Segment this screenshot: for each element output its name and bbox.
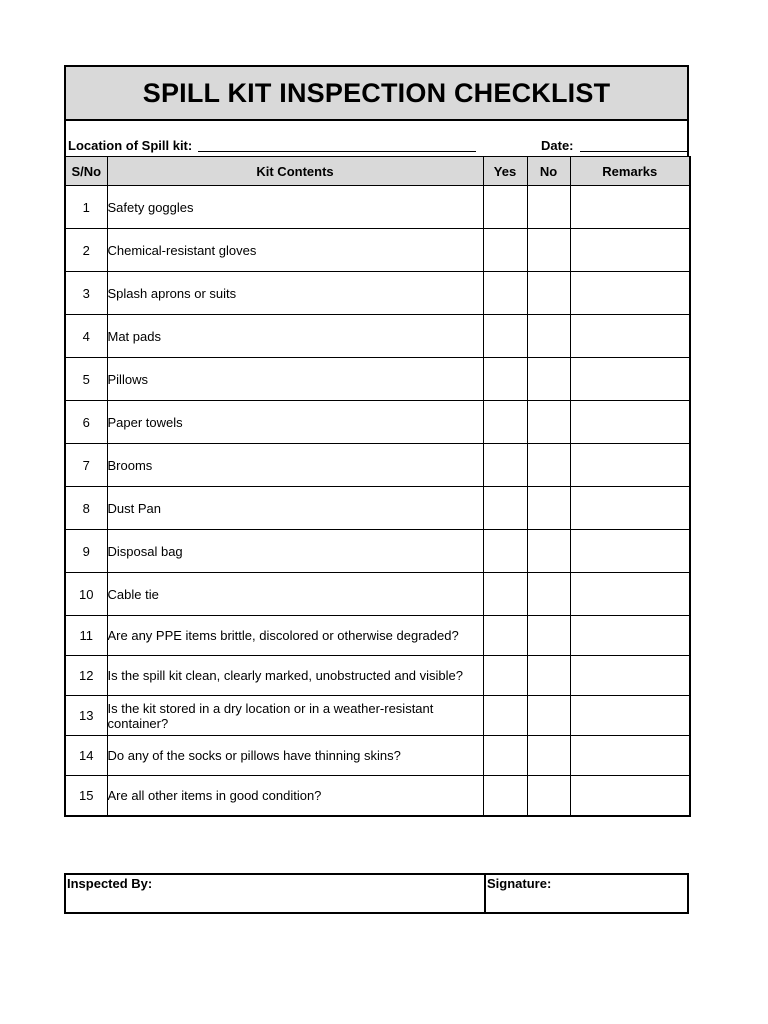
row-number: 5 <box>65 358 107 401</box>
kit-content-item: Cable tie <box>107 573 483 616</box>
no-cell[interactable] <box>527 487 570 530</box>
table-row <box>65 736 690 776</box>
yes-cell[interactable] <box>483 573 527 616</box>
signoff-divider <box>484 875 486 912</box>
table-row <box>65 530 690 573</box>
row-number: 7 <box>65 444 107 487</box>
no-cell[interactable] <box>527 616 570 656</box>
table-row <box>65 401 690 444</box>
kit-content-item: Brooms <box>107 444 483 487</box>
no-cell[interactable] <box>527 229 570 272</box>
kit-content-item: Is the spill kit clean, clearly marked, unobstructed and visible? <box>107 656 483 696</box>
date-label: Date: <box>541 138 574 153</box>
row-number: 4 <box>65 315 107 358</box>
kit-content-item: Are any PPE items brittle, discolored or otherwise degraded? <box>107 616 483 656</box>
remarks-cell[interactable] <box>570 186 690 229</box>
table-row <box>65 616 690 656</box>
no-cell[interactable] <box>527 401 570 444</box>
no-cell[interactable] <box>527 696 570 736</box>
row-number: 13 <box>65 696 107 736</box>
yes-cell[interactable] <box>483 696 527 736</box>
table-row <box>65 487 690 530</box>
no-cell[interactable] <box>527 315 570 358</box>
header-contents: Kit Contents <box>107 157 483 186</box>
date-field[interactable] <box>580 151 687 152</box>
kit-content-item: Dust Pan <box>107 487 483 530</box>
row-number: 2 <box>65 229 107 272</box>
location-date-row <box>64 121 689 156</box>
table-row <box>65 696 690 736</box>
remarks-cell[interactable] <box>570 656 690 696</box>
remarks-cell[interactable] <box>570 616 690 656</box>
remarks-cell[interactable] <box>570 736 690 776</box>
table-row <box>65 358 690 401</box>
remarks-cell[interactable] <box>570 272 690 315</box>
table-row <box>65 776 690 817</box>
row-number: 14 <box>65 736 107 776</box>
kit-content-item: Disposal bag <box>107 530 483 573</box>
yes-cell[interactable] <box>483 358 527 401</box>
location-label: Location of Spill kit: <box>68 138 193 153</box>
row-number: 9 <box>65 530 107 573</box>
remarks-cell[interactable] <box>570 315 690 358</box>
no-cell[interactable] <box>527 736 570 776</box>
row-number: 1 <box>65 186 107 229</box>
remarks-cell[interactable] <box>570 229 690 272</box>
row-number: 3 <box>65 272 107 315</box>
kit-content-item: Are all other items in good condition? <box>107 776 483 817</box>
table-row <box>65 229 690 272</box>
row-number: 8 <box>65 487 107 530</box>
row-number: 6 <box>65 401 107 444</box>
no-cell[interactable] <box>527 358 570 401</box>
row-number: 15 <box>65 776 107 817</box>
remarks-cell[interactable] <box>570 487 690 530</box>
yes-cell[interactable] <box>483 401 527 444</box>
yes-cell[interactable] <box>483 186 527 229</box>
yes-cell[interactable] <box>483 776 527 817</box>
title-box <box>64 65 689 121</box>
checklist-table <box>64 156 691 817</box>
header-no: No <box>527 157 570 186</box>
kit-content-item: Pillows <box>107 358 483 401</box>
kit-content-item: Chemical-resistant gloves <box>107 229 483 272</box>
table-row <box>65 444 690 487</box>
kit-content-item: Splash aprons or suits <box>107 272 483 315</box>
row-number: 11 <box>65 616 107 656</box>
table-header-row <box>65 157 690 186</box>
table-row <box>65 315 690 358</box>
row-number: 10 <box>65 573 107 616</box>
checklist-sheet <box>64 65 689 817</box>
remarks-cell[interactable] <box>570 696 690 736</box>
kit-content-item: Is the kit stored in a dry location or in a weather-resistant container? <box>107 696 483 736</box>
remarks-cell[interactable] <box>570 530 690 573</box>
inspected-by-label: Inspected By: <box>67 876 153 891</box>
header-yes: Yes <box>483 157 527 186</box>
kit-content-item: Safety goggles <box>107 186 483 229</box>
no-cell[interactable] <box>527 186 570 229</box>
checklist-rows <box>65 186 690 817</box>
no-cell[interactable] <box>527 272 570 315</box>
yes-cell[interactable] <box>483 616 527 656</box>
no-cell[interactable] <box>527 573 570 616</box>
yes-cell[interactable] <box>483 487 527 530</box>
yes-cell[interactable] <box>483 736 527 776</box>
table-row <box>65 573 690 616</box>
no-cell[interactable] <box>527 656 570 696</box>
yes-cell[interactable] <box>483 272 527 315</box>
remarks-cell[interactable] <box>570 573 690 616</box>
kit-content-item: Paper towels <box>107 401 483 444</box>
remarks-cell[interactable] <box>570 401 690 444</box>
yes-cell[interactable] <box>483 656 527 696</box>
table-row <box>65 186 690 229</box>
location-field[interactable] <box>198 151 476 152</box>
yes-cell[interactable] <box>483 229 527 272</box>
header-remarks: Remarks <box>570 157 690 186</box>
remarks-cell[interactable] <box>570 444 690 487</box>
yes-cell[interactable] <box>483 530 527 573</box>
yes-cell[interactable] <box>483 444 527 487</box>
remarks-cell[interactable] <box>570 358 690 401</box>
no-cell[interactable] <box>527 444 570 487</box>
no-cell[interactable] <box>527 776 570 817</box>
table-row <box>65 656 690 696</box>
kit-content-item: Do any of the socks or pillows have thinning skins? <box>107 736 483 776</box>
signoff-box <box>64 873 689 914</box>
yes-cell[interactable] <box>483 315 527 358</box>
no-cell[interactable] <box>527 530 570 573</box>
header-sno: S/No <box>65 157 107 186</box>
remarks-cell[interactable] <box>570 776 690 817</box>
table-row <box>65 272 690 315</box>
kit-content-item: Mat pads <box>107 315 483 358</box>
signature-label: Signature: <box>487 876 552 891</box>
row-number: 12 <box>65 656 107 696</box>
page-title: SPILL KIT INSPECTION CHECKLIST <box>142 77 611 108</box>
